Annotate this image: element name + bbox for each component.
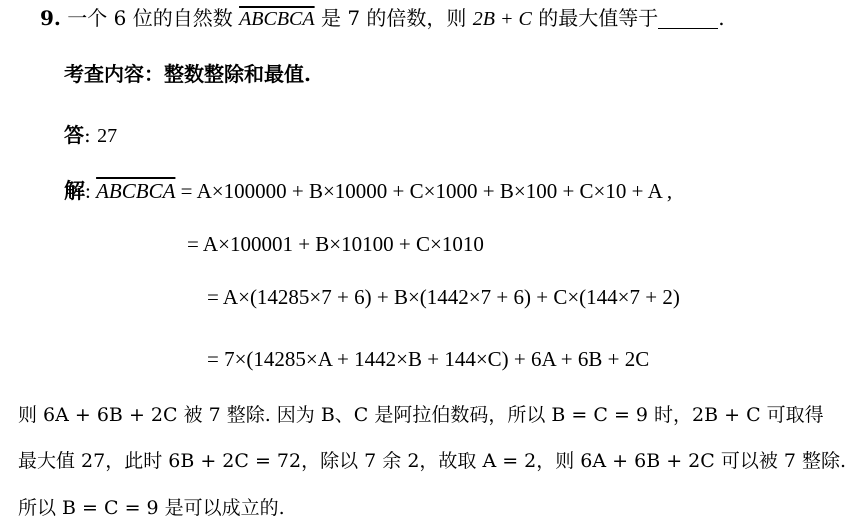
solution-step-1: [64, 180, 672, 202]
problem-text-after: 的最大值等于: [538, 6, 659, 30]
explanation-line-2: 最大值 27，此时 6B + 2C = 72，除以 7 余 2，故取 A = 2，则 6A + 6B + 2C 可以被 7 整除.: [18, 450, 847, 472]
explanation-line-3: 所以 B = C = 9 是可以成立的.: [18, 497, 285, 519]
answer-separator: :: [84, 123, 98, 147]
problem-text-mid: 是 7 的倍数，则: [320, 6, 467, 30]
number-expression: ABCBCA: [239, 8, 315, 30]
explanation-line-1: 则 6A + 6B + 2C 被 7 整除. 因为 B、C 是阿拉伯数码，所以 B = C = 9 时，2B + C 可取得: [18, 404, 824, 426]
answer-blank: [658, 8, 718, 29]
solution-lhs: ABCBCA: [96, 179, 176, 203]
solution-label: 解: [64, 178, 85, 203]
answer-line: [64, 125, 117, 146]
problem-text-before: 一个 6 位的自然数: [67, 6, 233, 30]
solution-step-4: = 7×(14285×A + 1442×B + 144×C) + 6A + 6B + 2C: [207, 347, 650, 371]
topic-value: 整数整除和最值.: [164, 62, 311, 86]
solution-rhs: = A×100000 + B×10000 + C×1000 + B×100 + C×10 + A ,: [175, 179, 673, 203]
solution-step-3: = A×(14285×7 + 6) + B×(1442×7 + 6) + C×(144×7 + 2): [207, 285, 680, 309]
problem-number: 9.: [40, 6, 61, 30]
topic-line: [64, 64, 311, 84]
topic-label: 考查内容：: [64, 62, 164, 86]
answer-label: 答: [64, 123, 84, 147]
answer-value: 27: [97, 125, 118, 147]
solution-separator: :: [85, 179, 91, 203]
target-expression: 2B + C: [472, 8, 532, 30]
solution-step-2: = A×100001 + B×10100 + C×1010: [187, 232, 484, 256]
problem-statement: [40, 8, 725, 29]
problem-end-mark: .: [718, 6, 725, 30]
